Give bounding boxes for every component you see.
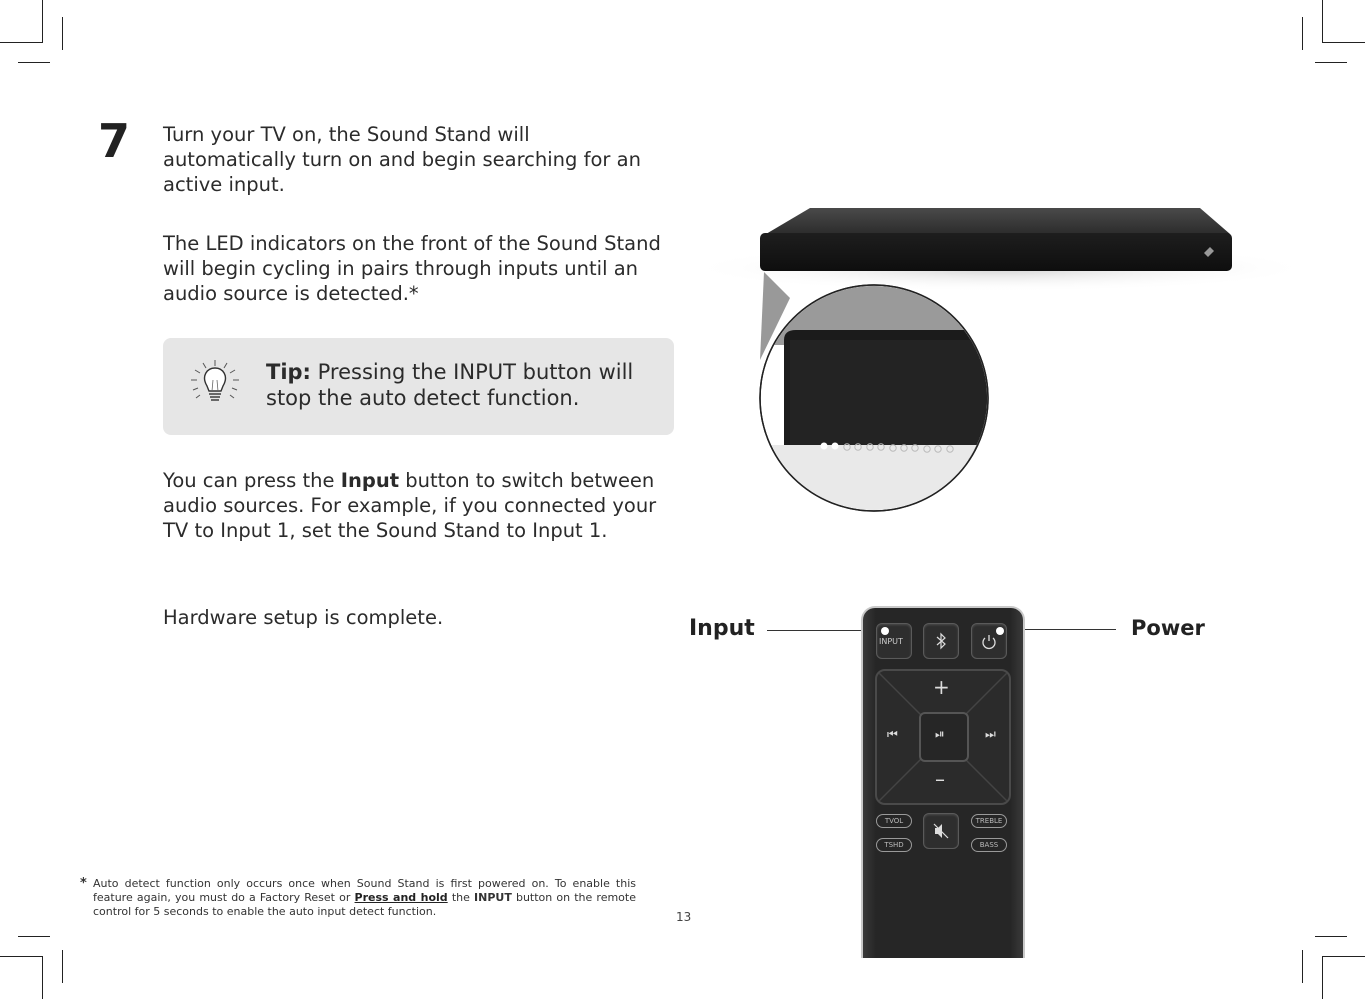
- volume-down-button[interactable]: –: [935, 767, 945, 791]
- crop-mark: [1322, 956, 1365, 957]
- input-keyword: Input: [340, 469, 400, 492]
- treble-button[interactable]: TREBLE: [971, 814, 1007, 828]
- led-paragraph: The LED indicators on the front of the Sound Stand will begin cycling in pairs through inputs until an audio source is detected.*: [163, 232, 661, 305]
- tip-text: [266, 360, 661, 411]
- crop-mark: [18, 936, 50, 937]
- footnote-marker: *: [80, 876, 87, 891]
- input-paragraph-end: button to switch between audio sources. For example, if you connected your TV to Input 1, set the Sound Stand to Input 1.: [163, 469, 657, 542]
- crop-mark: [62, 950, 63, 983]
- remote-control: [861, 606, 1025, 958]
- crop-mark: [1322, 956, 1323, 999]
- tip-body: Pressing the INPUT button will stop the auto detect function.: [266, 360, 634, 410]
- crop-mark: [18, 62, 50, 63]
- volume-up-button[interactable]: +: [933, 675, 950, 699]
- tshd-button[interactable]: TSHD: [876, 838, 912, 852]
- intro-paragraph: Turn your TV on, the Sound Stand will automatically turn on and begin searching for an active input.: [163, 123, 641, 196]
- crop-mark: [1322, 0, 1323, 43]
- power-callout-label: Power: [1131, 616, 1205, 640]
- crop-mark: [62, 17, 63, 50]
- play-pause-button[interactable]: [919, 712, 969, 762]
- play-pause-icon: ⏯: [935, 727, 945, 741]
- crop-mark: [0, 956, 43, 957]
- mute-button[interactable]: [923, 813, 959, 849]
- sound-stand-illustration: [700, 190, 1320, 520]
- bluetooth-icon: [924, 624, 958, 658]
- input-paragraph-start: You can press the: [163, 469, 341, 492]
- step-number: 7: [98, 114, 131, 168]
- crop-mark: [0, 42, 43, 43]
- footnote-part2: the: [447, 891, 475, 904]
- tip-label: Tip:: [266, 360, 311, 384]
- crop-mark: [1302, 17, 1303, 50]
- crop-mark: [1315, 936, 1347, 937]
- crop-mark: [42, 956, 43, 999]
- dpad: [875, 669, 1011, 805]
- press-and-hold-link[interactable]: Press and hold: [354, 891, 448, 904]
- crop-mark: [42, 0, 43, 43]
- tvol-button[interactable]: TVOL: [876, 814, 912, 828]
- complete-paragraph: Hardware setup is complete.: [163, 606, 444, 629]
- power-callout-dot: [996, 627, 1004, 635]
- crop-mark: [1322, 42, 1365, 43]
- previous-track-icon[interactable]: ⏮: [887, 727, 898, 741]
- footnote-part1: Auto detect function only occurs once when Sound Stand is first powered on. To enable this feature again, you must do a Factory Reset or: [93, 877, 636, 904]
- bass-button[interactable]: BASS: [971, 838, 1007, 852]
- input-button-label: INPUT: [879, 637, 903, 646]
- footnote-input-keyword: INPUT: [474, 891, 512, 904]
- footnote-text: [93, 877, 636, 919]
- input-callout-label: Input: [689, 616, 755, 641]
- bluetooth-button[interactable]: [923, 623, 959, 659]
- lightbulb-icon: [189, 358, 241, 410]
- crop-mark: [1315, 62, 1347, 63]
- crop-mark: [1302, 950, 1303, 983]
- input-callout-dot: [881, 627, 889, 635]
- next-track-icon[interactable]: ⏭: [985, 727, 996, 741]
- footnote-part3: button on the remote control for 5 seconds to enable the auto input detect function.: [93, 891, 636, 918]
- page-number: 13: [676, 910, 692, 924]
- input-paragraph: [163, 468, 678, 543]
- mute-icon: [924, 814, 958, 848]
